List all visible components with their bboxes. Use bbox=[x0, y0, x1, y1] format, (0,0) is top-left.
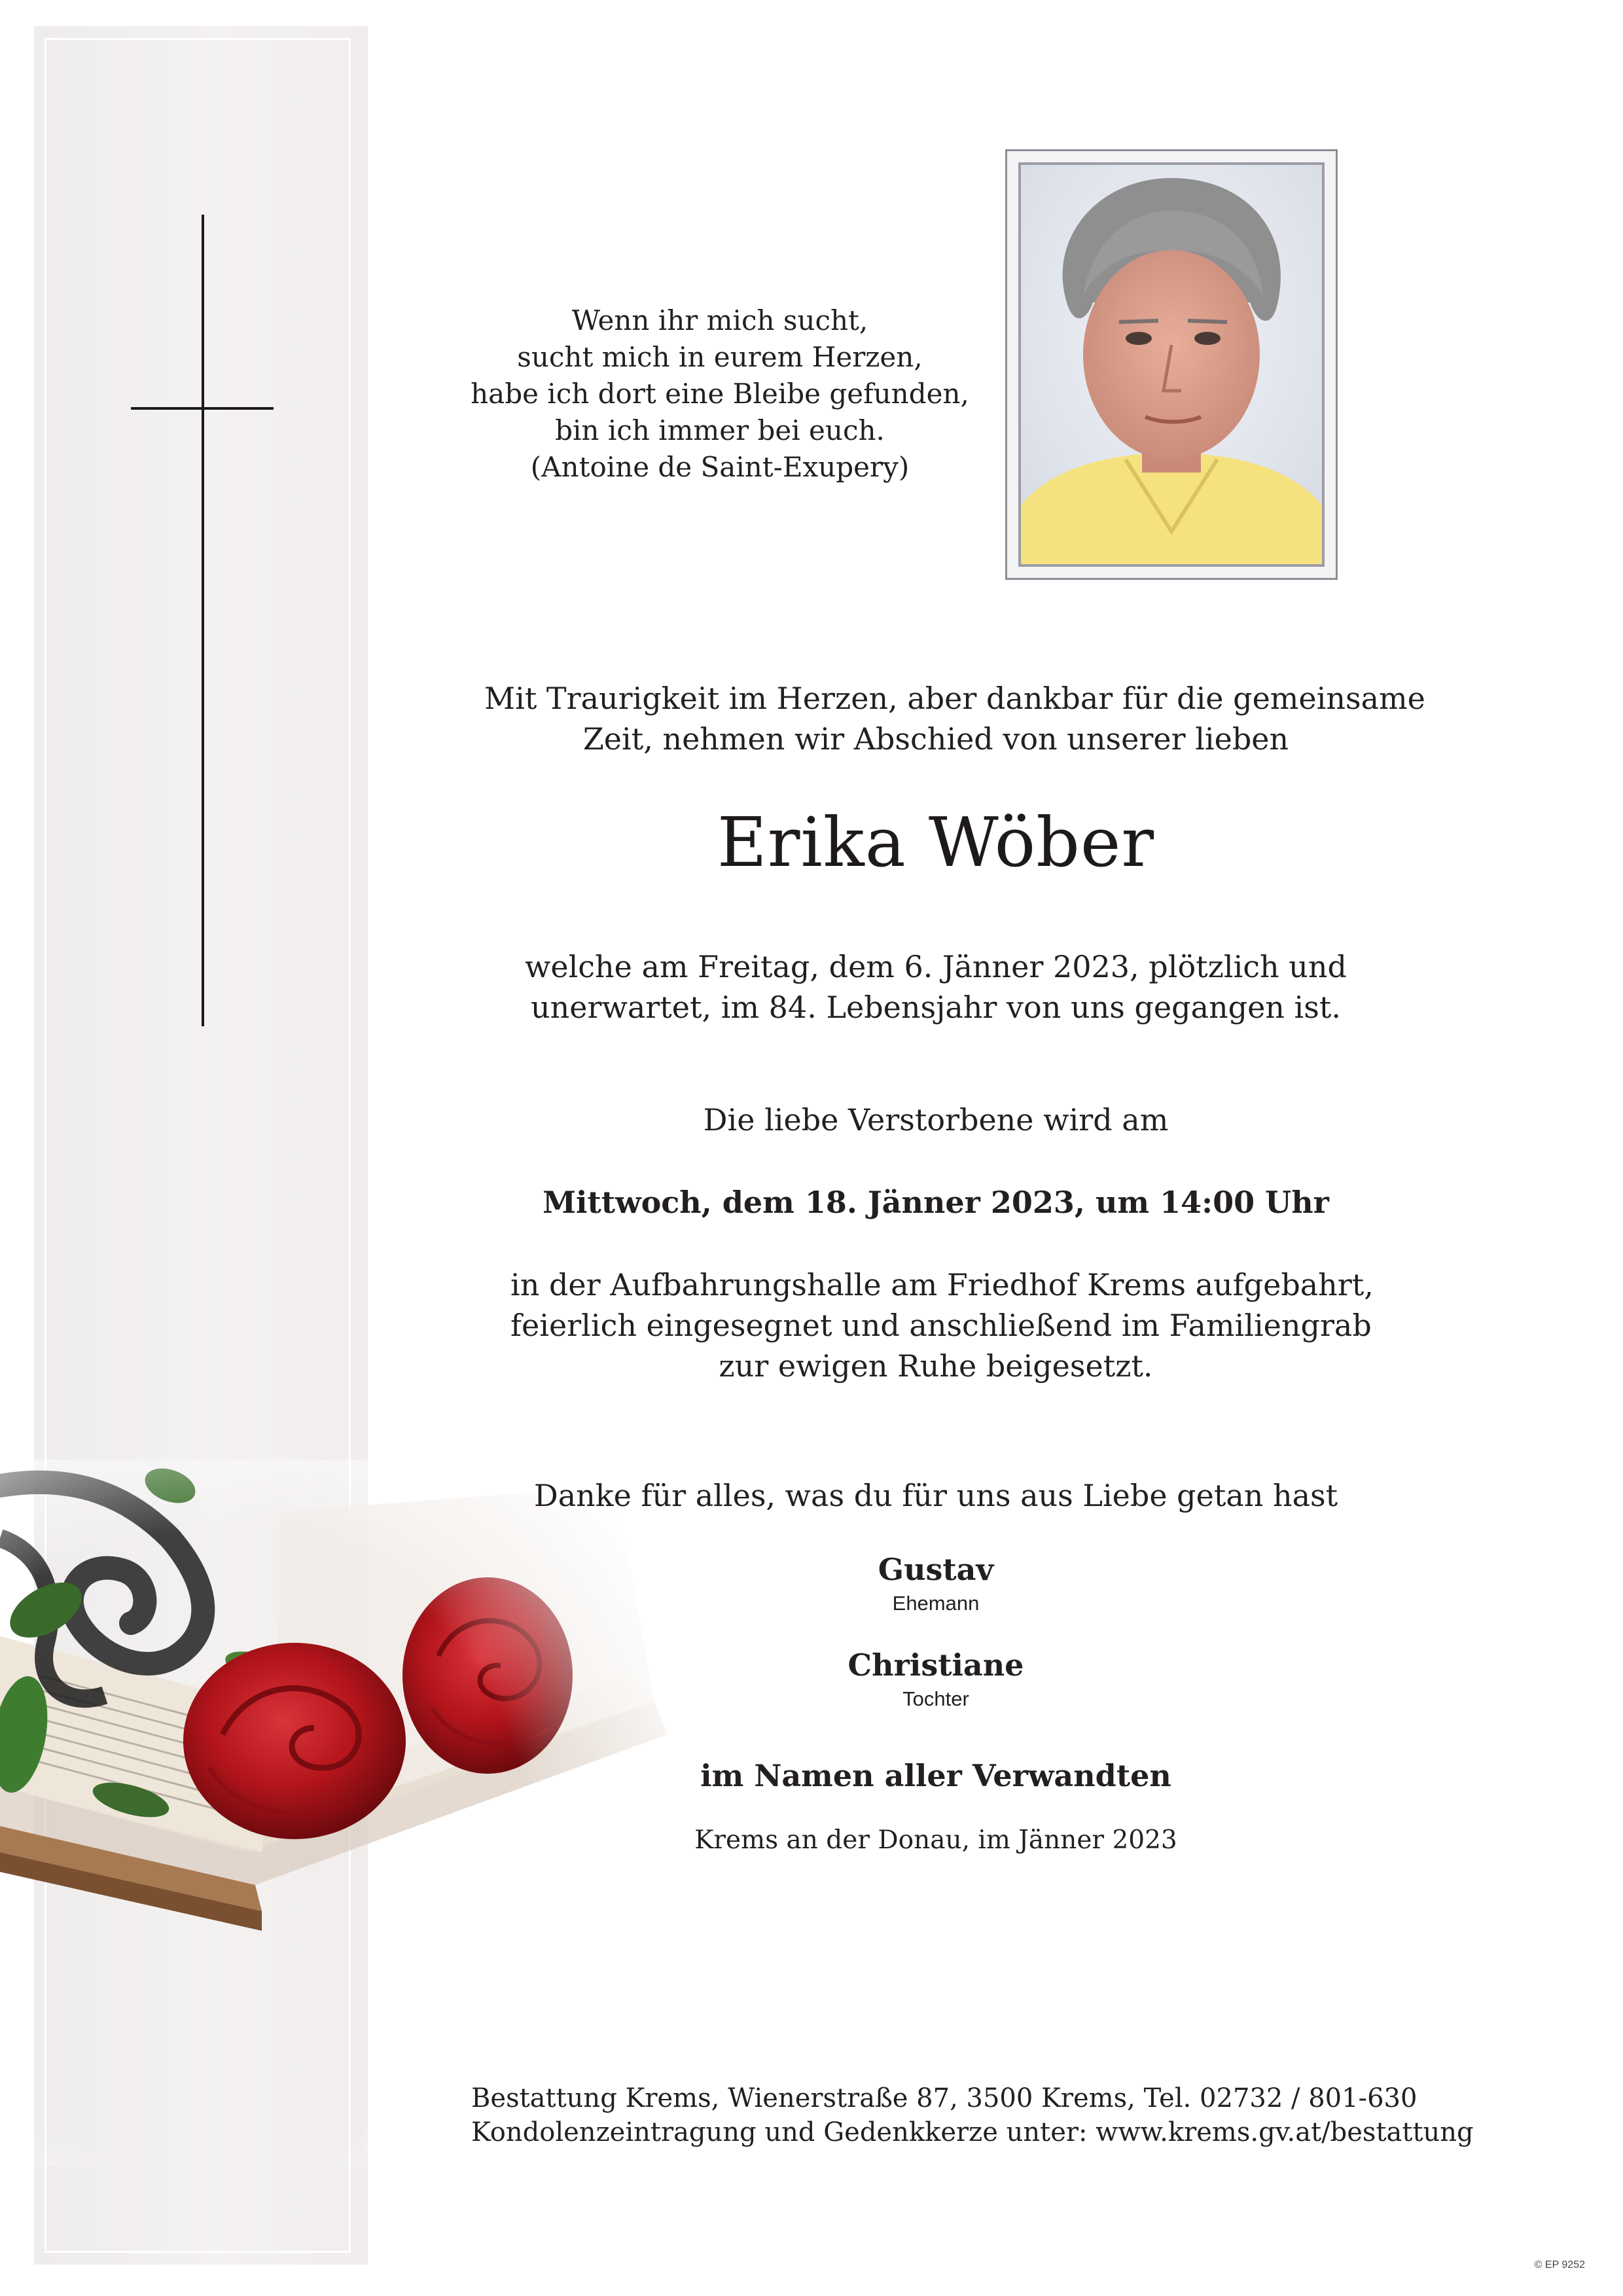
death-notice bbox=[510, 946, 1361, 1028]
funeral-lead: Die liebe Verstorbene wird am bbox=[703, 1102, 1169, 1138]
quote-author: (Antoine de Saint-Exupery) bbox=[530, 451, 910, 483]
mourner-name: Gustav bbox=[878, 1552, 994, 1587]
portrait-photo bbox=[1018, 162, 1325, 567]
quote-line: habe ich dort eine Bleibe gefunden, bbox=[471, 378, 969, 410]
family-line: im Namen aller Verwandten bbox=[700, 1758, 1171, 1793]
funeral-details-line: zur ewigen Ruhe beigesetzt. bbox=[719, 1348, 1153, 1384]
funeral-details-line: feierlich eingesegnet und anschließend im Familiengrab bbox=[510, 1308, 1372, 1343]
quote-line: Wenn ihr mich sucht, bbox=[571, 304, 868, 336]
intro-line: Zeit, nehmen wir Abschied von unserer lieben bbox=[582, 721, 1289, 757]
footer-address: Bestattung Krems, Wienerstraße 87, 3500 Krems, Tel. 02732 / 801-630 bbox=[471, 2083, 1418, 2113]
funeral-details-line: in der Aufbahrungshalle am Friedhof Krems aufgebahrt, bbox=[510, 1267, 1374, 1302]
quote-block bbox=[458, 302, 982, 486]
print-code: © EP 9252 bbox=[1534, 2259, 1585, 2270]
funeral-details bbox=[510, 1265, 1374, 1386]
bible-roses-illustration bbox=[0, 1460, 707, 2166]
funeral-datetime: Mittwoch, dem 18. Jänner 2023, um 14:00 Uhr bbox=[543, 1185, 1329, 1220]
location-date: Krems an der Donau, im Jänner 2023 bbox=[694, 1825, 1177, 1855]
footer-info bbox=[471, 2081, 1474, 2149]
mourner-relation: Ehemann bbox=[892, 1592, 980, 1615]
quote-line: sucht mich in eurem Herzen, bbox=[517, 341, 923, 373]
quote-line: bin ich immer bei euch. bbox=[555, 414, 885, 446]
deceased-name: Erika Wöber bbox=[717, 802, 1155, 882]
intro-text bbox=[484, 678, 1425, 759]
mourner-name: Christiane bbox=[847, 1647, 1024, 1683]
cross-vertical-bar bbox=[202, 215, 204, 1026]
thanks-line: Danke für alles, was du für uns aus Liebe getan hast bbox=[533, 1478, 1338, 1513]
footer-condolence: Kondolenzeintragung und Gedenkkerze unter: www.krems.gv.at/bestattung bbox=[471, 2117, 1474, 2147]
mourner-relation: Tochter bbox=[902, 1687, 969, 1710]
intro-line: Mit Traurigkeit im Herzen, aber dankbar für die gemeinsame bbox=[484, 681, 1425, 716]
cross-horizontal-bar bbox=[131, 407, 274, 410]
death-notice-line: unerwartet, im 84. Lebensjahr von uns gegangen ist. bbox=[531, 990, 1341, 1025]
death-notice-line: welche am Freitag, dem 6. Jänner 2023, plötzlich und bbox=[524, 949, 1347, 984]
